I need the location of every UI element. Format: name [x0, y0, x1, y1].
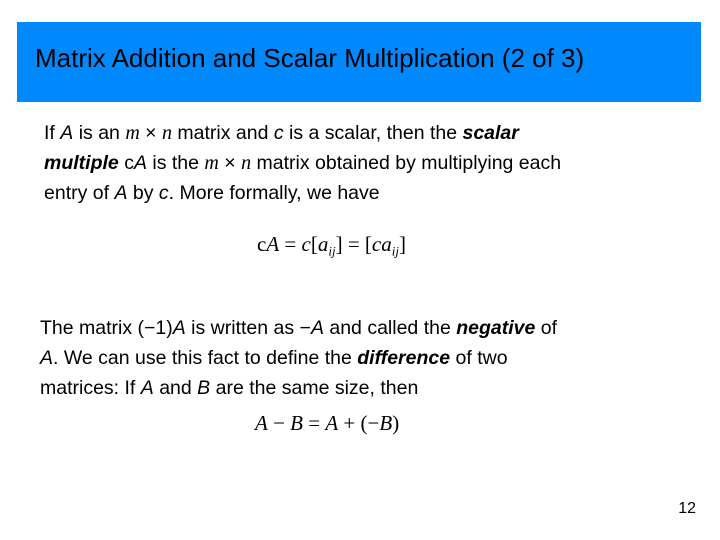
negative-line-2: A. We can use this fact to define the difference of two	[40, 347, 508, 369]
definition-line-3: entry of A by c. More formally, we have	[44, 182, 380, 204]
difference-formula: A − B = A + (−B)	[255, 411, 400, 435]
term-negative: negative	[456, 317, 536, 339]
negative-difference-definition	[40, 313, 557, 403]
page-number: 12	[678, 500, 696, 517]
scalar-multiple-definition	[44, 118, 561, 208]
definition-line-1: If A is an m × n matrix and c is a scalar, then the scalar	[44, 122, 519, 144]
negative-line-3: matrices: If A and B are the same size, then	[40, 377, 419, 399]
negative-line-1: The matrix (−1)A is written as −A and called the negative of	[40, 317, 558, 339]
definition-line-2: multiple cA is the m × n matrix obtained by multiplying each	[44, 152, 562, 174]
slide-title: Matrix Addition and Scalar Multiplication (2 of 3)	[35, 43, 585, 73]
term-difference: difference	[357, 347, 451, 369]
scalar-multiple-formula: cA = $c[a_{ij}] = [ca_{ij}]$	[257, 232, 406, 259]
term-multiple: multiple	[44, 152, 119, 174]
term-scalar: scalar	[462, 122, 519, 144]
